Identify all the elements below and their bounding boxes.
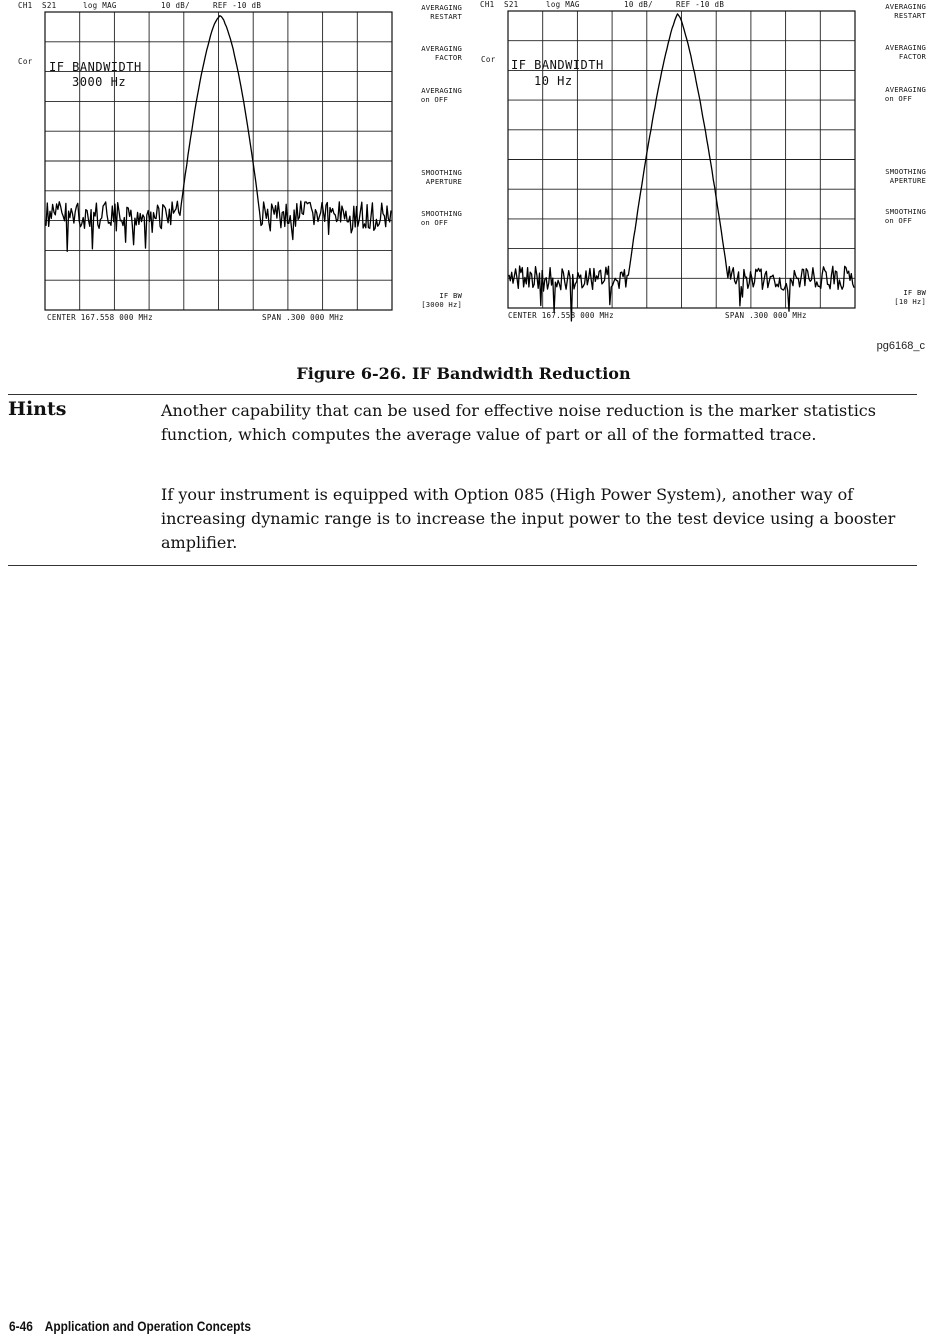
- header-channel: CH1: [18, 1, 33, 10]
- section-title: Application and Operation Concepts: [44, 1318, 252, 1334]
- hint-paragraph: Another capability that can be used for effective noise reduction is the marker statistics function, which computes the average value of part or all of the formatted trace.: [161, 401, 876, 444]
- divider-bottom: [8, 565, 917, 566]
- if-bandwidth-value: 10 Hz: [534, 74, 573, 88]
- softkey-averaging-restart-l1[interactable]: AVERAGING: [421, 3, 462, 12]
- if-bandwidth-value: 3000 Hz: [72, 75, 127, 89]
- page-footer: [9, 1318, 263, 1334]
- softkey-smoothing-onoff-l2[interactable]: on OFF: [420, 218, 448, 227]
- softkey-smoothing-aperture-l1[interactable]: SMOOTHING: [421, 168, 462, 177]
- span-frequency: SPAN .300 000 MHz: [725, 311, 807, 320]
- softkey-averaging-onoff-l1[interactable]: AVERAGING: [885, 85, 926, 94]
- analyzer-display-10hz: [474, 0, 927, 330]
- divider-top: [8, 394, 917, 395]
- header-param: S21: [42, 1, 57, 10]
- softkey-menu: [421, 3, 463, 309]
- softkey-averaging-factor-l1[interactable]: AVERAGING: [421, 44, 462, 53]
- softkey-smoothing-onoff-l2[interactable]: on OFF: [884, 216, 912, 225]
- graticule: [508, 11, 855, 308]
- softkey-smoothing-onoff-l1[interactable]: SMOOTHING: [885, 207, 926, 216]
- center-frequency: CENTER 167.558 000 MHz: [508, 311, 614, 320]
- header-ref: REF -10 dB: [676, 0, 725, 9]
- softkey-smoothing-aperture-l1[interactable]: SMOOTHING: [885, 167, 926, 176]
- graticule: [45, 12, 392, 310]
- page-number: 6-46: [9, 1318, 33, 1334]
- softkey-averaging-restart-l2[interactable]: RESTART: [894, 11, 926, 20]
- header-scale: 10 dB/: [161, 1, 190, 10]
- header-scale: 10 dB/: [624, 0, 653, 9]
- softkey-menu: [885, 2, 927, 306]
- softkey-averaging-restart-l1[interactable]: AVERAGING: [885, 2, 926, 11]
- figure-caption: Figure 6-26. IF Bandwidth Reduction: [296, 364, 631, 383]
- figure-id-label: pg6168_c: [876, 340, 925, 352]
- softkey-if-bw-l1[interactable]: IF BW: [903, 288, 926, 297]
- cor-label: Cor: [481, 55, 496, 64]
- softkey-averaging-factor-l1[interactable]: AVERAGING: [885, 43, 926, 52]
- softkey-averaging-onoff-l2[interactable]: on OFF: [884, 94, 912, 103]
- if-bandwidth-annotation: IF BANDWIDTH: [511, 58, 604, 72]
- hints-heading: Hints: [8, 398, 67, 420]
- span-frequency: SPAN .300 000 MHz: [262, 313, 344, 322]
- header-channel: CH1: [480, 0, 495, 9]
- cor-label: Cor: [18, 57, 33, 66]
- hint-paragraph: If your instrument is equipped with Option 085 (High Power System), another way of increasing dynamic range is to increase the input power to the test device using a booster amplifier.: [161, 485, 896, 552]
- softkey-averaging-restart-l2[interactable]: RESTART: [430, 12, 462, 21]
- header-ref: REF -10 dB: [213, 1, 262, 10]
- softkey-if-bw-l1[interactable]: IF BW: [439, 291, 462, 300]
- softkey-averaging-factor-l2[interactable]: FACTOR: [434, 53, 462, 62]
- header-param: S21: [504, 0, 519, 9]
- softkey-smoothing-aperture-l2[interactable]: APERTURE: [425, 177, 462, 186]
- if-bandwidth-annotation: IF BANDWIDTH: [49, 60, 142, 74]
- softkey-if-bw-l2[interactable]: [3000 Hz]: [421, 300, 462, 309]
- header-format: log MAG: [83, 1, 117, 10]
- softkey-averaging-onoff-l1[interactable]: AVERAGING: [421, 86, 462, 95]
- softkey-averaging-onoff-l2[interactable]: on OFF: [420, 95, 448, 104]
- softkey-if-bw-l2[interactable]: [10 Hz]: [894, 297, 926, 306]
- softkey-smoothing-aperture-l2[interactable]: APERTURE: [889, 176, 926, 185]
- softkey-averaging-factor-l2[interactable]: FACTOR: [898, 52, 926, 61]
- center-frequency: CENTER 167.558 000 MHz: [47, 313, 153, 322]
- header-format: log MAG: [546, 0, 580, 9]
- analyzer-display-3000hz: [8, 0, 468, 330]
- softkey-smoothing-onoff-l1[interactable]: SMOOTHING: [421, 209, 462, 218]
